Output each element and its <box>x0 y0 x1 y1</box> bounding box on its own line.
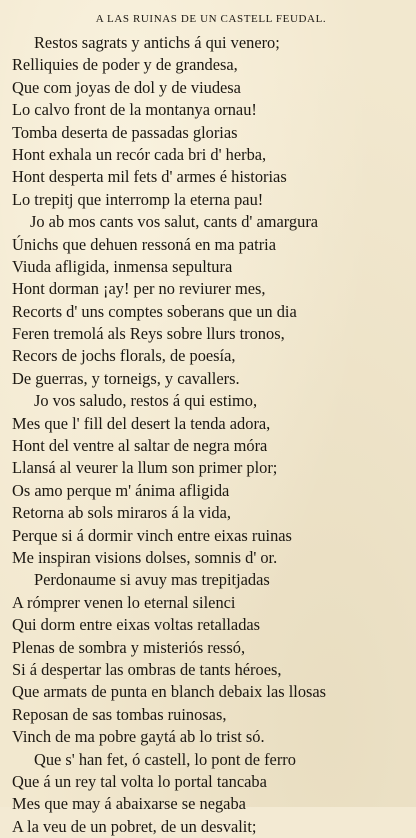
poem-line: Qui dorm entre eixas voltas retalladas <box>12 615 261 635</box>
poem-body <box>12 32 410 838</box>
poem-line: Relliquies de poder y de grandesa, <box>12 55 238 75</box>
poem-line: Reposan de sas tombas ruinosas, <box>12 704 227 724</box>
poem-line: Que á un rey tal volta lo portal tancaba <box>12 771 267 791</box>
poem-line: Mes que l' fill del desert la tenda adora, <box>12 413 271 433</box>
poem-line: A la veu de un pobret, de un desvalit; <box>12 816 257 836</box>
poem-line: De guerras, y torneigs, y cavallers. <box>12 368 240 388</box>
poem-line: Me inspiran visions dolses, somnis d' or. <box>12 547 278 567</box>
poem-line: Únichs que dehuen ressoná en ma patria <box>12 234 276 254</box>
poem-line: Jo vos saludo, restos á qui estimo, <box>34 391 258 411</box>
poem-line: Perdonaume si avuy mas trepitjadas <box>34 570 270 590</box>
poem-line: A rómprer venen lo eternal silenci <box>12 592 236 612</box>
poem-line: Retorna ab sols miraros á la vida, <box>12 503 231 523</box>
poem-line: Plenas de sombra y misteriós ressó, <box>12 637 246 657</box>
poem-line: Hont del ventre al saltar de negra móra <box>12 436 268 456</box>
poem-line: Si á despertar las ombras de tants héroes, <box>12 659 282 679</box>
poem-line: Feren tremolá als Reys sobre llurs tronos, <box>12 324 285 344</box>
poem-line: Hont exhala un recór cada bri d' herba, <box>12 144 267 164</box>
poem-line: Restos sagrats y antichs á qui venero; <box>34 33 280 52</box>
poem-line: Perque si á dormir vinch entre eixas ruinas <box>12 525 292 545</box>
poem-line: Hont dorman ¡ay! per no reviurer mes, <box>12 279 266 299</box>
poem-line: Mes que may á abaixarse se negaba <box>12 794 246 814</box>
poem-line: Jo ab mos cants vos salut, cants d' amargura <box>30 212 319 232</box>
poem-line: Que s' han fet, ó castell, lo pont de ferro <box>34 749 296 769</box>
poem-line: Tomba deserta de passadas glorias <box>12 122 238 142</box>
poem-line: Viuda afligida, inmensa sepultura <box>12 256 233 276</box>
poem-line: Vinch de ma pobre gaytá ab lo trist só. <box>12 727 265 747</box>
poem-line: Hont desperta mil fets d' armes é historias <box>12 167 287 187</box>
poem-title: A LAS RUINAS DE UN CASTELL FEUDAL. <box>95 13 327 25</box>
poem-line: Llansá al veurer la llum son primer plor; <box>12 458 278 478</box>
poem-line: Que com joyas de dol y de viudesa <box>12 77 241 97</box>
poem-line: Lo calvo front de la montanya ornau! <box>12 100 257 120</box>
poem-line: Lo trepitj que interromp la eterna pau! <box>12 189 264 209</box>
poem-line: Recors de jochs florals, de poesía, <box>12 346 236 366</box>
poem-line: Os amo perque m' ánima afligida <box>12 480 230 500</box>
poem-line: Recorts d' uns comptes soberans que un dia <box>12 301 297 321</box>
poem-line: Que armats de punta en blanch debaix las llosas <box>12 682 327 702</box>
